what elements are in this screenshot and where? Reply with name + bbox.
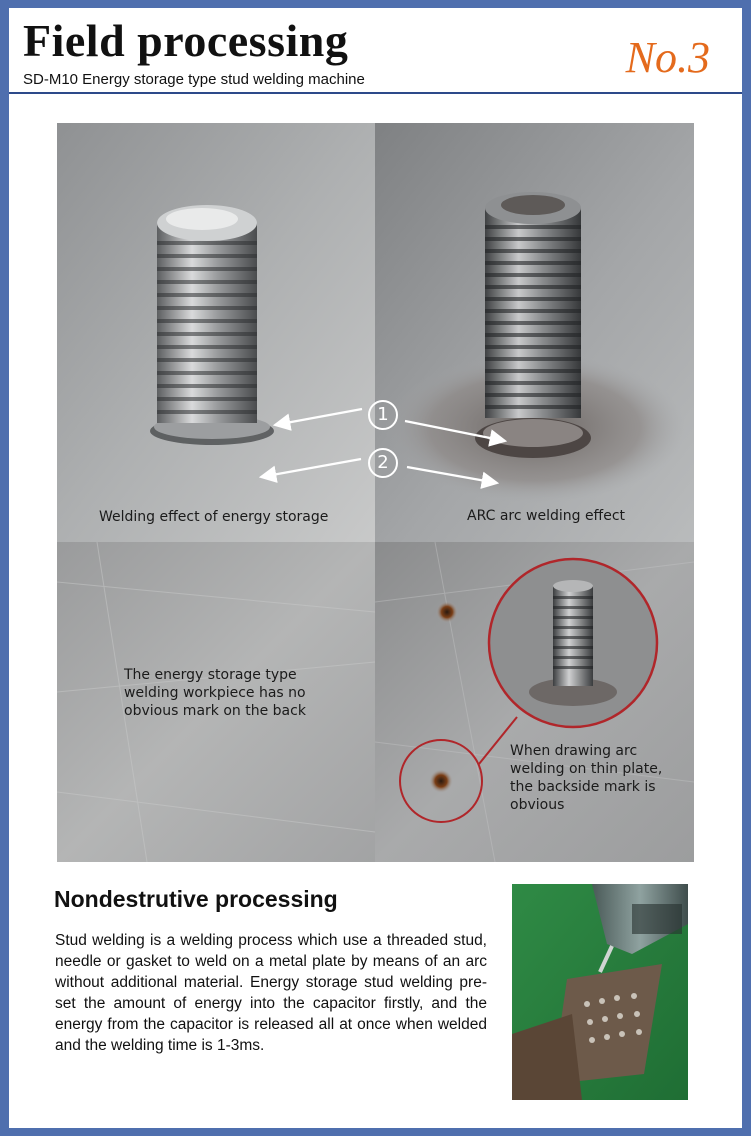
page-number: No.3: [625, 33, 710, 82]
caption-energy-storage-effect: Welding effect of energy storage: [99, 509, 329, 525]
page-subtitle: SD-M10 Energy storage type stud welding machine: [23, 71, 365, 88]
marker-2: 2: [377, 452, 389, 473]
header: [9, 8, 742, 94]
caption-arc-back: When drawing arc welding on thin plate, the backside mark is obvious: [510, 743, 663, 813]
caption-energy-back: The energy storage type welding workpiece has no obvious mark on the back: [124, 667, 306, 719]
page-title: Field processing: [23, 15, 349, 66]
photo-arc-back: [375, 542, 694, 862]
marker-arrows: [57, 123, 694, 542]
photo-grid: [57, 123, 694, 862]
page-content: [9, 8, 742, 1128]
marker-1: 1: [377, 404, 389, 425]
caption-arc-effect: ARC arc welding effect: [467, 508, 626, 524]
photo-energy-back: [57, 542, 375, 862]
section-title: Nondestrutive processing: [54, 886, 338, 912]
section-body: Stud welding is a welding process which use a threaded stud, needle or gasket to weld on a metal plate by means of an arc without additional material. Energy storage stud welding pre-set the amount of energy into the capacitor firstly, and the energy from the capacitor is released all at once when welded and the welding time is 1-3ms.: [55, 932, 487, 1054]
photo-welding-gun: [512, 884, 688, 1100]
